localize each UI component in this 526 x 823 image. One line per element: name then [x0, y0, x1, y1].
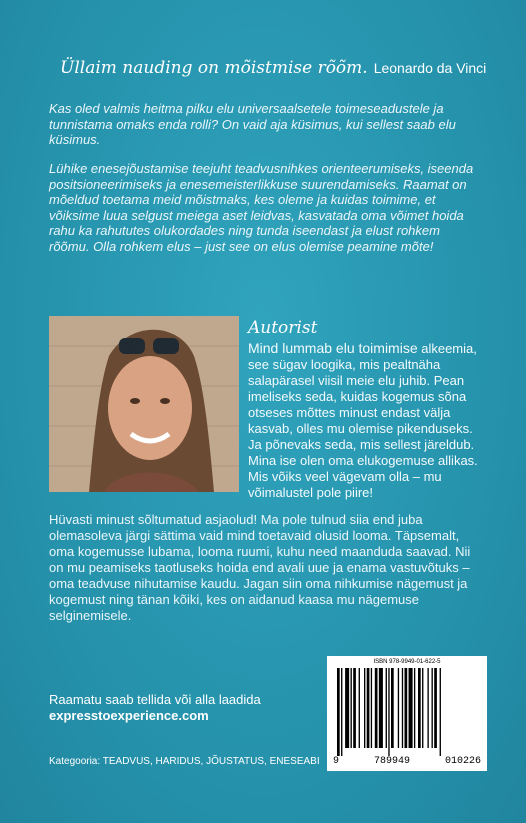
- barcode-bar: [345, 668, 349, 748]
- barcode-bar: [432, 668, 433, 748]
- barcode-bar: [341, 668, 342, 756]
- barcode-bar: [418, 668, 421, 748]
- barcode-bar: [414, 668, 415, 748]
- barcode-bars: [335, 668, 479, 756]
- order-text: Raamatu saab tellida või alla laadida: [49, 692, 261, 707]
- barcode-bar: [388, 668, 389, 756]
- author-heading: Autorist: [248, 318, 318, 338]
- barcode-bar: [402, 668, 403, 748]
- quote-text: Üllaim nauding on mõistmise rõõm.: [60, 58, 368, 78]
- barcode-bar: [367, 668, 370, 748]
- barcode-bar: [364, 668, 365, 748]
- closing-paragraph: Hüvasti minust sõltumatud asjaolud! Ma pole tulnud siia end juba olemasoleva järgi sättima vaid mind toetavaid olusid looma. Täpsemalt, oma kogemusse lubama, looma ruumi, kuhu need maanduda saavad. Nii on mu peamiseks taotluseks hoida end avali uue ja enama vastuvõtuks – oma teadvuse nihutamise kaudu. Jagan siin oma nihkumise nägemust ja kogemust ning tänan kõiki, kes on aidanud kaasa mu nägemuse selginemisele.: [49, 512, 471, 623]
- barcode-bar: [337, 668, 340, 756]
- barcode-digits: [333, 756, 481, 767]
- author-bio-lead: Mind lummab elu toimimise: [248, 340, 418, 356]
- barcode-right-digits: 010226: [444, 756, 481, 767]
- barcode-bar: [409, 668, 413, 748]
- barcode-bar: [434, 668, 437, 748]
- summary-paragraph: Lühike enesejõustamise teejuht teadvusnihkes orienteerumiseks, iseenda positsioneerimiseks ja enesemeisterlikkuse suurendamiseks. Raamat on mõeldud toetama meid mõistmaks, kes oleme ja kuidas toimime, et võiksime luua selgust meiega aset leidvas, kasvatada oma võimet hoida rahu ka rahututes olukordades ning tunda iseendast ja elust rohkem rõõmu. Olla rohkem elus – just see on elus olemise peamine mõte!: [49, 161, 474, 254]
- order-info: [49, 692, 261, 724]
- barcode-bar: [405, 668, 408, 748]
- barcode-bar: [422, 668, 423, 748]
- isbn-barcode: [327, 656, 487, 771]
- isbn-number: ISBN 978-9949-01-622-5: [373, 659, 441, 665]
- epigraph: [60, 58, 490, 78]
- barcode-bar: [398, 668, 399, 748]
- barcode-bar: [379, 668, 383, 748]
- barcode-bar: [353, 668, 356, 748]
- website-link[interactable]: expresstoexperience.com: [49, 708, 209, 723]
- barcode-bar: [375, 668, 378, 748]
- barcode-bar: [371, 668, 372, 748]
- barcode-bar: [440, 668, 441, 756]
- barcode-left-digits: 789949: [373, 756, 410, 767]
- barcode-bar: [359, 668, 360, 748]
- category-line: Kategooria: TEADVUS, HARIDUS, JÕUSTATUS, ENESEABI: [49, 756, 320, 767]
- author-bio-text: alkeemia, see sügav loogika, mis pealtnäha salapärasel viisil meie elu juhib. Pean imeliseks seda, kuidas kogemus sõna otseses mõttes minust endast välja kasvab, olles mu olemise pikenduseks. Ja põnevaks seda, mis sellest järeldub. Mina ise olen oma elukogemuse allikas. Mis võiks veel vägevam olla – mu võimalustel pole piire!: [248, 341, 478, 500]
- barcode-bar: [351, 668, 352, 748]
- quote-author: Leonardo da Vinci: [373, 60, 487, 76]
- author-bio: [248, 340, 484, 501]
- barcode-bar: [391, 668, 394, 748]
- barcode-first-digit: 9: [333, 756, 340, 767]
- barcode-bar: [427, 668, 428, 748]
- author-photo: [49, 316, 239, 492]
- barcode-bar: [386, 668, 387, 748]
- intro-paragraph: Kas oled valmis heitma pilku elu universaalsetele toimeseadustele ja tunnistama omaks enda rolli? On vaid aja küsimus, kui sellest saab elu küsimus.: [49, 101, 456, 147]
